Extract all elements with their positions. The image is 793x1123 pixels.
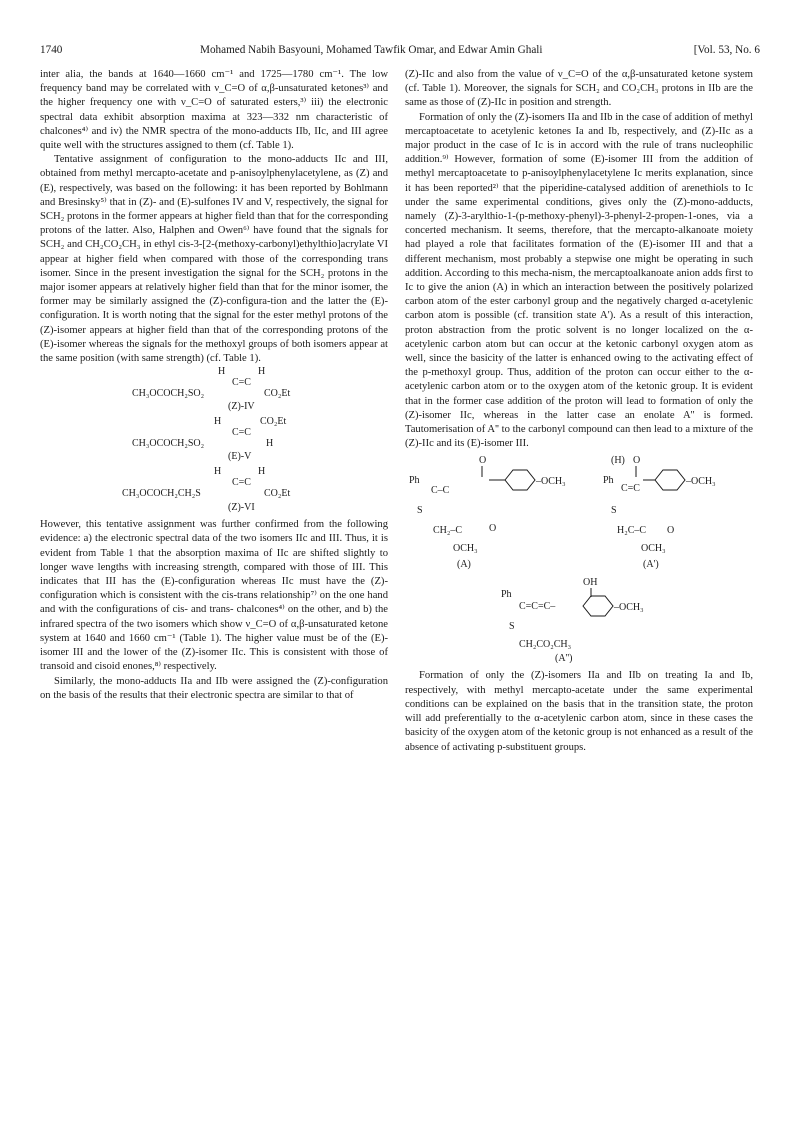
atom-label: Ph xyxy=(603,475,614,487)
atom-label: –OCH₃ xyxy=(686,476,716,488)
atom-label: S xyxy=(417,505,423,517)
atom-label: OCH₃ xyxy=(453,543,478,555)
compound-label: (Z)-IV xyxy=(228,401,255,413)
compound-label: (A) xyxy=(457,559,471,571)
double-bond: C=C xyxy=(232,377,251,389)
volume-info: [Vol. 53, No. 6 xyxy=(693,44,760,56)
atom-label: H xyxy=(258,466,266,478)
compound-label: (E)-V xyxy=(228,451,252,463)
atom-label: Ph xyxy=(409,475,420,487)
atom-label: OCH₃ xyxy=(641,543,666,555)
atom-label: H xyxy=(214,416,222,428)
structure-a-prime xyxy=(603,455,716,570)
structure-vi xyxy=(40,466,388,518)
paragraph: Formation of only the (Z)-isomers IIa and IIb on treating Ia and Ib, respectively, with methyl mercapto-acetate under the same experimental conditions can be explained on the basis that in the transition state, the proton will add preferentially to the α-acetylenic carbon atom, since in these cases the basicity of the oxygen atom of the ketonic group is not enhanced as a result of the absence of activating p-substituent groups. xyxy=(405,670,753,753)
scheme-drawing xyxy=(405,451,753,663)
left-column xyxy=(40,68,388,703)
structure-a-double-prime xyxy=(501,577,644,663)
atom-label: S xyxy=(611,505,617,517)
paragraph: However, this tentative assignment was further confirmed from the following evidence: a) the electronic spectral data of the two isomers IIc and III. Thus, it is evident from Table 1 that the absorption maxima of IIc are shifted slightly to longer wave lengths with increasing strength, compared with those of III. This indicates that III has the (E)-configuration whereas IIc must have the (Z)-configuration which is consistent with the cis-trans relationship⁷⁾ on the one hand and with the configurations of cis- and trans- chalcones⁴⁾ on the other, and b) the infrared spectra of the two isomers which show ν_C=O of α,β-unsaturated ketone system at 1640 and 1660 cm⁻¹ (Table 1). The higher value must be of the (E)-isomer III and the lower of the (Z)-isomer IIc. This is consistent with those of transoid and cisoid enones,⁸⁾ respectively. xyxy=(40,519,388,673)
atom-label: H xyxy=(214,466,222,478)
atom-label: O xyxy=(479,455,487,467)
substituent: CO₂Et xyxy=(264,388,291,400)
substituent: CO₂Et xyxy=(264,488,291,500)
paragraph: Formation of only the (Z)-isomers IIa and IIb in the case of addition of methyl mercaptoacetate to acetylenic ketones Ia and Ib, respectively, and (Z)-IIc as a major product in the case of Ic is in accord with the rule of trans nucleophilic addition.⁹⁾ However, formation of some (E)-isomer III from the addition of methyl mercaptoacetate to p-anisoylphenylacetylene Ic merits explanation, since it has been reported²⁾ that the piperidine-catalysed addition of arenethiols to Ic under the same experimental conditions, gives only the (Z)-mono-adducts, namely (Z)-3-arylthio-1-(p-methoxy-phenyl)-3-phenyl-2-propen-1-ones, via a concerted mechanism. It seems, therefore, that the mercapto-alkanoate moiety had played a role that facilitates formation of the (E)-isomer III and that a different mechanism, most probably a stepwise one might be operating in such addition. According to this mecha-nism, the mercaptoalkanoate anion adds first to Ic to give the anion (A) in which an interaction between the positively polarized carbon atom of the ester carbonyl group and the negatively charged α-acetylenic carbon atom is possible (cf. transition state A'). As a result of this interaction, proton abstraction from the protic solvent is no longer localized on the α-acetylenic carbon atom but can occur at the ketonic carbonyl oxygen atom as well, since the basicity of the latter is enhanced owing to the activating effect of the p-methoxyl group. Thus, addition of the proton can occur either to the α-acetylenic carbon atom or to the oxygen atom of the ketonic group. It is evident that in the former case addition of the proton will lead to formation of only the (Z)-isomer IIc, whereas in the latter case an enolate A'' is formed. Tautomerisation of A'' to the carbonyl compound can then lead to a mixture of the (Z)-IIc and its (E)-isomer III. xyxy=(405,111,753,450)
substituent: CH₃OCOCH₂SO₂ xyxy=(132,438,205,450)
reaction-scheme xyxy=(405,451,753,663)
substituent: CH₃OCOCH₂SO₂ xyxy=(132,388,205,400)
atom-label: H₂C–C xyxy=(617,525,647,537)
atom-label: C=C=C– xyxy=(519,601,556,613)
substituent: CH₃OCOCH₂CH₂S xyxy=(122,488,201,500)
page-number: 1740 xyxy=(40,44,63,56)
atom-label: Ph xyxy=(501,589,512,601)
atom-label: O xyxy=(667,525,675,537)
substituent: CO₂Et xyxy=(260,416,287,428)
atom-label: CH₂CO₂CH₃ xyxy=(519,639,572,651)
double-bond: C=C xyxy=(232,427,251,439)
paragraph: Similarly, the mono-adducts IIa and IIb were assigned the (Z)-configuration on the basis of the results that their electronic spectra are similar to that of xyxy=(40,675,388,701)
atom-label: S xyxy=(509,621,515,633)
atom-label: H xyxy=(266,438,274,450)
atom-label: H xyxy=(218,366,226,378)
atom-label: –OCH₃ xyxy=(614,602,644,614)
double-bond: C=C xyxy=(232,477,251,489)
atom-label: OH xyxy=(583,577,598,589)
running-authors: Mohamed Nabih Basyouni, Mohamed Tawfik Omar, and Edwar Amin Ghali xyxy=(200,44,543,56)
paragraph: (Z)-IIc and also from the value of ν_C=O of the α,β-unsaturated ketone system (cf. Table 1). Moreover, the signals for SCH₂ and CO₂CH₃ protons in IIb are the same as those of (Z)-IIc in position and strength. xyxy=(405,69,753,109)
structure-a xyxy=(409,455,566,570)
compound-label: (Z)-VI xyxy=(228,502,255,514)
right-column xyxy=(405,68,753,755)
atom-label: C=C xyxy=(621,483,640,495)
atom-label: (H) xyxy=(611,455,625,467)
compound-label: (A'') xyxy=(555,653,573,664)
atom-label: H xyxy=(258,366,266,378)
paragraph: inter alia, the bands at 1640—1660 cm⁻¹ and 1725—1780 cm⁻¹. The low frequency band may be correlated with ν_C=O of α,β-unsaturated ketones³⁾ and the higher frequency one with ν_C=O of saturated esters,³⁾ iii) the electronic spectral data exhibit absorption maxima at 323—332 nm characteristic of chalcones⁴⁾ and iv) the NMR spectra of the mono-adducts IIb, IIc, and III agree quite well with the structures assigned to them (cf. Table 1). xyxy=(40,69,388,152)
atom-label: CH₂–C xyxy=(433,525,463,537)
running-header xyxy=(40,44,760,62)
structure-iv xyxy=(40,366,388,416)
atom-label: –OCH₃ xyxy=(536,476,566,488)
atom-label: O xyxy=(633,455,641,467)
structure-v xyxy=(40,416,388,466)
atom-label: C–C xyxy=(431,485,450,497)
atom-label: O xyxy=(489,523,497,535)
paragraph: Tentative assignment of configuration to the mono-adducts IIc and III, obtained from methyl mercapto-acetate and p-anisoylphenylacetylene, as (Z) and (E), respectively, was based on the following: it has been reported by Bohlmann and Bresinsky⁵⁾ that in (Z)- and (E)-sulfones IV and V, respectively, the signal for SCH₂ protons in the former appears at higher field than that for the corresponding protons of the latter. Also, Halphen and Owen⁶⁾ have found that the signals for SCH₂ and CH₂CO₂CH₃ in ethyl cis-3-[2-(methoxy-carbonyl)ethylthio]acrylate VI appear at higher field when compared with those of the corresponding trans isomer. Since in the present investigation the signal for the SCH₂ protons in the major isomer appears at relatively higher field than that for the minor isomer, the former may be similarly assigned the (Z)-configura-tion and the latter the (E)-configuration. It is worth noting that the signal for the ester methyl protons of the (Z)-isomer appears at higher field than that of the corresponding protons of the (E)-isomer whereas the signals for the methoxyl groups of both isomers appear at the same position (with same strength) (cf. Table 1). xyxy=(40,154,388,365)
compound-label: (A') xyxy=(643,559,659,571)
